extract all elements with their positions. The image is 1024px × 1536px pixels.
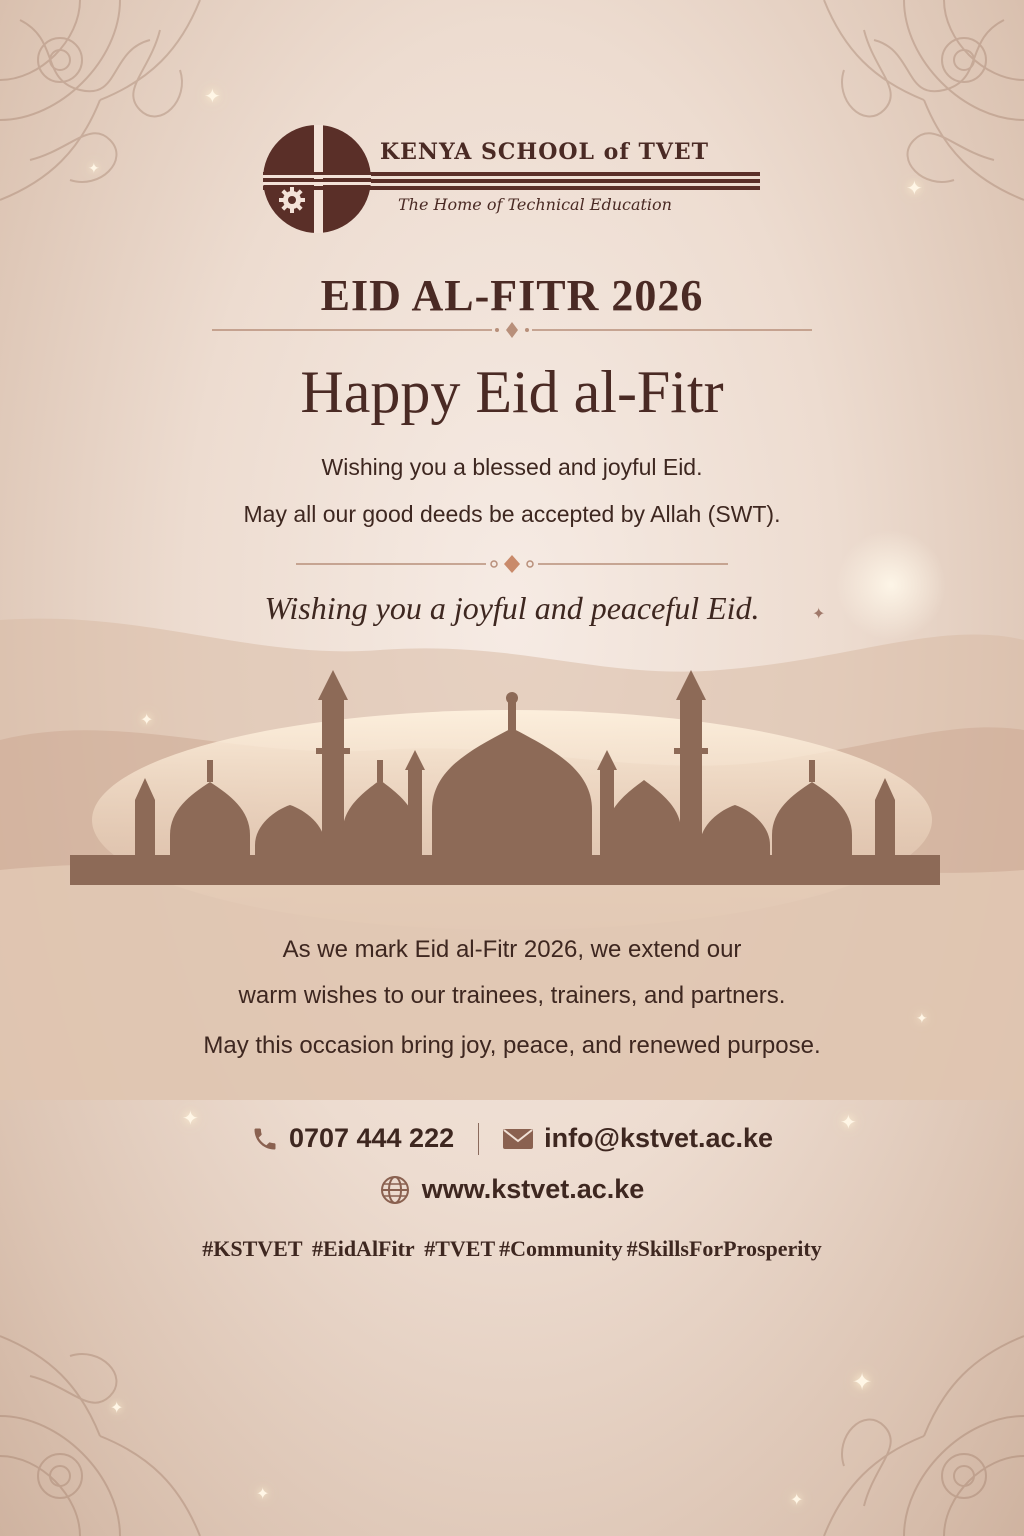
email-contact[interactable]	[502, 1123, 773, 1154]
sparkle-icon: ✦	[110, 1398, 124, 1417]
sparkle-icon: ✦	[88, 161, 100, 177]
hashtags	[0, 1236, 1024, 1262]
hashtag[interactable]: #TVET	[424, 1236, 496, 1261]
brand-tagline: The Home of Technical Education	[398, 195, 672, 214]
subtitle: Wishing you a joyful and peaceful Eid.	[264, 590, 760, 626]
sparkle-icon: ✦	[790, 1490, 804, 1509]
message-line: As we mark Eid al-Fitr 2026, we extend our	[282, 936, 742, 963]
ornament-divider	[0, 554, 1024, 574]
hashtag[interactable]: #Community	[499, 1236, 623, 1261]
message-line: warm wishes to our trainees, trainers, and partners.	[238, 982, 786, 1009]
corner-ornament	[0, 0, 300, 300]
website-contact[interactable]	[380, 1174, 645, 1205]
sparkle-icon: ✦	[182, 1106, 199, 1130]
contact-divider	[478, 1123, 479, 1155]
phone-icon	[251, 1125, 279, 1153]
brand-name: KENYA SCHOOL of TVET	[380, 139, 710, 165]
greeting-line: May all our good deeds be accepted by Allah (SWT).	[243, 501, 781, 527]
greeting-line: Wishing you a blessed and joyful Eid.	[321, 454, 703, 480]
mosque-skyline-silhouette	[0, 660, 1024, 900]
hashtag[interactable]: #KSTVET	[202, 1236, 303, 1261]
sparkle-icon: ✦	[204, 84, 221, 108]
envelope-icon	[502, 1127, 534, 1151]
corner-ornament	[724, 0, 1024, 300]
sparkle-icon: ✦	[140, 710, 154, 729]
message-line: May this occasion bring joy, peace, and renewed purpose.	[203, 1032, 821, 1059]
sparkle-icon: ✦	[840, 1110, 857, 1134]
globe-icon	[380, 1175, 410, 1205]
sparkle-icon: ✦	[906, 176, 923, 200]
website-row	[0, 1174, 1024, 1212]
email-address: info@kstvet.ac.ke	[544, 1123, 774, 1154]
hashtag[interactable]: #EidAlFitr	[312, 1236, 415, 1261]
sparkle-icon: ✦	[256, 1484, 270, 1503]
corner-ornament	[724, 1236, 1024, 1536]
sparkle-icon: ✦	[812, 604, 826, 623]
phone-contact[interactable]	[251, 1123, 454, 1154]
sparkle-icon: ✦	[916, 1011, 928, 1027]
hashtag[interactable]: #SkillsForProsperity	[626, 1236, 822, 1261]
corner-ornament	[0, 1236, 303, 1536]
sparkle-icon: ✦	[852, 1368, 873, 1396]
website-url: www.kstvet.ac.ke	[421, 1174, 645, 1204]
phone-number: 0707 444 222	[288, 1123, 455, 1154]
ornament-divider	[0, 320, 1024, 340]
event-title: EID AL-FITR 2026	[320, 271, 704, 320]
contact-row	[0, 1122, 1024, 1155]
headline: Happy Eid al-Fitr	[300, 359, 724, 425]
